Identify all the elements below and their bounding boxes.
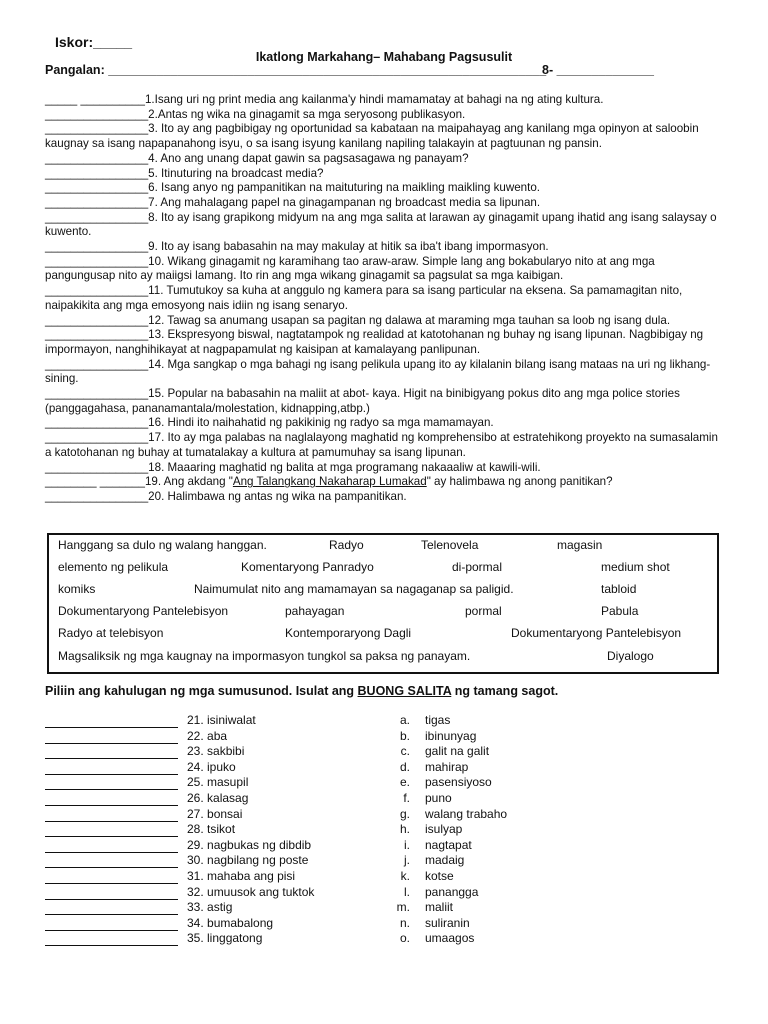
matching-choice: madaig <box>425 853 465 868</box>
section-field[interactable]: 8- ______________ <box>542 63 654 77</box>
question-text: 10. Wikang ginagamit ng karamihang tao araw-araw. Simple lang ang bokabularyo nito at ang mga pangungusap nito ay maiigsi lamang. Ito rin ang mga wikang ginagamit sa pagsulat sa mga kaibigan. <box>45 254 655 283</box>
instructions-emphasis: BUONG SALITA <box>357 684 452 698</box>
choice-word: Radyo <box>329 538 364 552</box>
choice-word: Dokumentaryong Pantelebisyon <box>58 604 229 618</box>
choice-letter: f. <box>403 791 410 805</box>
matching-question: 35. linggatong <box>187 931 263 946</box>
answer-blank[interactable]: ________________ <box>45 181 149 195</box>
choice-word: tabloid <box>601 582 637 596</box>
question-item <box>45 255 725 284</box>
matching-choice: tigas <box>425 713 451 727</box>
choice-word: Pabula <box>601 604 639 618</box>
choice-word: Diyalogo <box>607 649 654 663</box>
question-item <box>45 93 725 108</box>
question-text: 15. Popular na babasahin na maliit at abot- kaya. Higit na binibigyang pokus dito ang mga police stories (panggagahasa, pananamantala/molestation, kidnapping,atbp.) <box>45 387 680 415</box>
answer-blank[interactable]: ________ _______ <box>45 475 145 489</box>
matching-choice: umaagos <box>425 931 475 946</box>
choice-word: Radyo at telebisyon <box>58 626 164 640</box>
question-text: " ay halimbawa ng anong panitikan? <box>426 475 613 489</box>
choice-letter: k. <box>400 869 410 883</box>
answer-blank[interactable]: ________________ <box>45 387 149 401</box>
choice-word: di-pormal <box>452 560 503 574</box>
title-underlined: Ang Talangkang Nakaharap Lumakad <box>232 475 427 489</box>
answer-blank[interactable]: ________________ <box>45 210 149 224</box>
answer-line[interactable] <box>45 945 178 946</box>
choice-letter: i. <box>404 837 410 852</box>
matching-choice: suliranin <box>425 915 470 930</box>
question-item <box>45 358 725 387</box>
question-text: 9. Ito ay isang babasahin na may makulay at hitik sa iba't ibang impormasyon. <box>148 240 549 254</box>
choice-letter: g. <box>399 806 410 821</box>
choice-word: Hanggang sa dulo ng walang hanggan. <box>58 538 267 552</box>
matching-choice: maliit <box>425 900 454 915</box>
question-text: 4. Ano ang unang dapat gawin sa pagsasagawa ng panayam? <box>148 151 469 165</box>
choice-letter: h. <box>399 822 410 837</box>
matching-question: 26. kalasag <box>187 791 249 805</box>
matching-question: 25. masupil <box>187 775 249 790</box>
choice-letter: o. <box>399 931 410 946</box>
answer-blank[interactable]: ________________ <box>45 166 149 180</box>
question-item <box>45 387 725 416</box>
matching-choice: nagtapat <box>425 837 472 852</box>
question-item <box>45 490 725 505</box>
answer-blank[interactable]: ________________ <box>45 489 149 503</box>
choice-word: Magsaliksik ng mga kaugnay na impormasyon tungkol sa paksa ng panayam. <box>58 649 471 663</box>
question-item <box>45 108 725 123</box>
question-item <box>45 461 725 476</box>
matching-question: 33. astig <box>187 900 233 915</box>
answer-line[interactable] <box>45 789 178 790</box>
question-item <box>45 328 725 357</box>
question-text: 17. Ito ay mga palabas na naglalayong maghatid ng komprehensibo at estratehikong proyekto na sumasalamin a katotohanan ng buhay at tumatalakay a kultura at pamumuhay sa isang lipunan. <box>45 431 718 459</box>
page-title: Ikatlong Markahang– Mahabang Pagsusulit <box>255 50 513 64</box>
question-text: 1.Isang uri ng print media ang kailanma'y hindi mamamatay at bahagi na ng ating kultura. <box>144 93 604 106</box>
matching-question: 32. umuusok ang tuktok <box>187 884 315 899</box>
matching-question: 28. tsikot <box>187 822 236 837</box>
choice-letter: m. <box>396 900 410 915</box>
matching-question: 27. bonsai <box>187 806 243 821</box>
instructions <box>45 684 558 698</box>
question-item <box>45 416 725 431</box>
answer-line[interactable] <box>45 821 178 822</box>
answer-blank[interactable]: ________________ <box>45 313 149 327</box>
matching-choice: isulyap <box>425 822 463 837</box>
question-item <box>45 196 725 211</box>
answer-line[interactable] <box>45 743 178 744</box>
choice-word: medium shot <box>601 560 670 574</box>
answer-blank[interactable]: ________________ <box>45 416 149 430</box>
answer-line[interactable] <box>45 867 178 868</box>
choice-letter: n. <box>399 915 410 930</box>
choice-letter: d. <box>399 759 410 774</box>
matching-choice: pasensiyoso <box>425 775 492 790</box>
answer-blank[interactable]: ________________ <box>45 151 149 165</box>
matching-question: 29. nagbukas ng dibdib <box>187 837 312 852</box>
matching-choice: walang trabaho <box>425 806 508 821</box>
question-text: 14. Mga sangkap o mga bahagi ng isang pelikula upang ito ay kilalanin bilang isang mataas na uri ng likhang-sining. <box>45 357 711 386</box>
answer-blank[interactable]: ________________ <box>45 357 149 371</box>
choices-box <box>47 533 719 674</box>
choice-word: pormal <box>465 604 502 618</box>
answer-blank[interactable]: ________________ <box>45 107 149 121</box>
choice-letter: c. <box>400 744 410 759</box>
choice-word: Telenovela <box>421 538 479 552</box>
choice-word: Dokumentaryong Pantelebisyon <box>511 626 682 640</box>
question-text: 6. Isang anyo ng pampanitikan na maituturing na maikling maikling kuwento. <box>148 181 541 195</box>
answer-blank[interactable]: _____ __________ <box>45 93 145 106</box>
matching-choice: ibinunyag <box>425 728 477 743</box>
answer-line[interactable] <box>45 883 178 884</box>
question-item <box>45 167 725 182</box>
choice-letter: a. <box>399 713 410 727</box>
choice-word: Kontemporaryong Dagli <box>285 626 412 640</box>
matching-choice: panangga <box>425 884 479 899</box>
question-item <box>45 181 725 196</box>
matching-question: 31. mahaba ang pisi <box>187 869 296 883</box>
question-item <box>45 240 725 255</box>
choice-letter: j. <box>404 853 410 868</box>
question-item <box>45 152 725 167</box>
question-text: 8. Ito ay isang grapikong midyum na ang mga salita at larawan ay ginagamit upang ihatid ang isang salaysay o kuwento. <box>45 210 717 239</box>
question-text: 7. Ang mahalagang papel na ginagampanan ng broadcast media sa lipunan. <box>148 195 541 209</box>
question-text: 12. Tawag sa anumang usapan sa pagitan ng dalawa at maraming mga tauhan sa loob ng isang dula. <box>148 313 671 327</box>
question-text: 11. Tumutukoy sa kuha at anggulo ng kamera para sa isang particular na eksena. Sa pamamagitan nito, naipakikita ang mga emosyong nais idiin ng isang senaryo. <box>45 284 683 312</box>
question-item <box>45 314 725 329</box>
question-list <box>45 93 725 505</box>
choice-word: Komentaryong Panradyo <box>241 560 374 574</box>
question-text: 2.Antas ng wika na ginagamit sa mga seryosong publikasyon. <box>148 107 466 121</box>
question-text: 5. Itinuturing na broadcast media? <box>148 166 324 180</box>
choice-word: komiks <box>58 582 96 596</box>
matching-choice: mahirap <box>425 759 469 774</box>
answer-blank[interactable]: ________________ <box>45 460 149 474</box>
question-text: 3. Ito ay ang pagbibigay ng oportunidad sa kabataan na maipahayag ang kanilang mga opinyon at saloobin kaugnay sa isang napapanahong isyu, o sa isang isyung kanilang napiling talakayin at pagtuunan ng pansin. <box>45 122 699 151</box>
matching-question: 30. nagbilang ng poste <box>187 853 309 868</box>
answer-blank[interactable]: ________________ <box>45 240 149 254</box>
answer-line[interactable] <box>45 774 178 775</box>
question-item <box>45 475 725 490</box>
choice-letter: b. <box>399 728 410 743</box>
question-item <box>45 211 725 240</box>
answer-blank[interactable]: ________________ <box>45 195 149 209</box>
answer-blank[interactable]: ________________ <box>45 328 149 342</box>
matching-choice: puno <box>425 791 452 805</box>
matching-choice: galit na galit <box>425 744 490 759</box>
answer-line[interactable] <box>45 805 178 806</box>
choice-letter: e. <box>399 775 410 790</box>
answer-line[interactable] <box>45 852 178 853</box>
answer-line[interactable] <box>45 836 178 837</box>
choice-word: pahayagan <box>285 604 345 618</box>
name-field[interactable]: Pangalan: _______________________________________________________________ <box>45 63 547 77</box>
answer-line[interactable] <box>45 914 178 915</box>
instructions-text: Piliin ang kahulugan ng mga sumusunod. Isulat ang <box>45 684 358 698</box>
question-text: 16. Hindi ito naihahatid ng pakikinig ng radyo sa mga mamamayan. <box>148 416 494 430</box>
choice-word: Naimumulat nito ang mamamayan sa nagaganap sa paligid. <box>194 582 514 596</box>
choice-word: magasin <box>557 538 603 552</box>
score-label: Iskor:_____ <box>55 34 133 50</box>
answer-line[interactable] <box>45 899 178 900</box>
matching-question: 21. isiniwalat <box>187 713 256 727</box>
question-item <box>45 431 725 460</box>
matching-question: 22. aba <box>187 728 228 743</box>
answer-blank[interactable]: ________________ <box>45 284 149 298</box>
matching-question: 24. ipuko <box>187 759 236 774</box>
choice-word: elemento ng pelikula <box>58 560 169 574</box>
answer-line[interactable] <box>45 727 178 728</box>
answer-line[interactable] <box>45 930 178 931</box>
instructions-text-end: ng tamang sagot. <box>451 684 559 698</box>
question-text: 20. Halimbawa ng antas ng wika na pampanitikan. <box>148 489 407 503</box>
matching-question: 23. sakbibi <box>187 744 245 759</box>
matching-choice: kotse <box>425 869 454 883</box>
matching-question: 34. bumabalong <box>187 915 274 930</box>
question-text: 13. Ekspresyong biswal, nagtatampok ng realidad at katotohanan ng buhay ng isang lipunan. Nagbibigay ng impormayon, nanghihikayat at nagpapamulat ng kaisipan at kamalayang panlipunan. <box>45 328 704 356</box>
question-text: 19. Ang akdang " <box>144 475 233 489</box>
choice-letter: l. <box>404 884 410 899</box>
answer-blank[interactable]: ________________ <box>45 431 149 445</box>
answer-blank[interactable]: ________________ <box>45 122 149 136</box>
answer-blank[interactable]: ________________ <box>45 254 149 268</box>
question-text: 18. Maaaring maghatid ng balita at mga programang nakaaaliw at kawili-wili. <box>148 460 541 474</box>
question-item <box>45 122 725 151</box>
answer-line[interactable] <box>45 758 178 759</box>
question-item <box>45 284 725 313</box>
